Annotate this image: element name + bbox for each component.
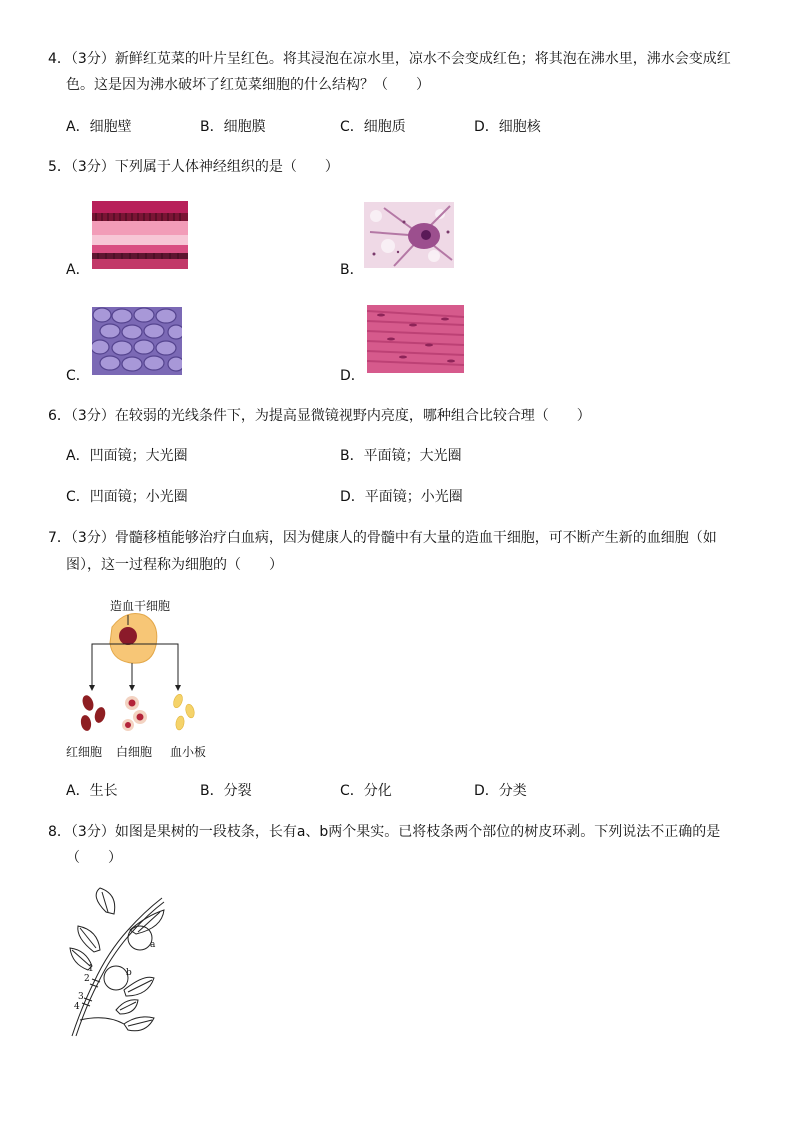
q7-stem-line2: 图），这一过程称为细胞的（ ） (66, 557, 283, 573)
q8-figure-fruit-branch (66, 886, 176, 1042)
q7-option-d[interactable]: D．分类 (474, 783, 527, 799)
q7-stem-line1: 7．（3分）骨髓移植能够治疗白血病，因为健康人的骨髓中有大量的造血干细胞，可不断产生新的血细胞（如 (48, 530, 717, 546)
q8-figure-label-b: b (126, 968, 132, 978)
q8-stem-line1: 8．（3分）如图是果树的一段枝条，长有a、b两个果实。已将枝条两个部位的树皮环剥。下列说法不正确的是 (48, 824, 721, 840)
q4-option-c[interactable]: C．细胞质 (340, 119, 406, 135)
q6-option-c[interactable]: C．凹面镜；小光圈 (66, 489, 188, 505)
q8-figure-label-2: 2 (84, 974, 90, 984)
q7-figure-blood-cell-differentiation (60, 595, 220, 765)
q4-option-d[interactable]: D．细胞核 (474, 119, 541, 135)
q5-option-c-label[interactable]: C． (66, 368, 90, 384)
q7-figure-label-red-cells: 红细胞 (66, 745, 103, 759)
q8-figure-label-3: 3 (78, 992, 84, 1002)
q6-option-b[interactable]: B．平面镜；大光圈 (340, 448, 462, 464)
q5-stem: 5．（3分）下列属于人体神经组织的是（ ） (48, 159, 339, 175)
q5-option-a-image-muscle-tissue[interactable] (92, 201, 188, 269)
q5-option-a-label[interactable]: A． (66, 262, 90, 278)
q8-stem-line2: （ ） (66, 850, 122, 866)
q7-figure-label-platelets: 血小板 (170, 745, 207, 759)
q8-figure-label-4: 4 (74, 1002, 80, 1012)
q5-option-d-image-smooth-muscle[interactable] (367, 305, 464, 373)
q7-option-a[interactable]: A．生长 (66, 783, 118, 799)
q8-figure-label-1: 1 (88, 964, 94, 974)
q5-option-d-label[interactable]: D． (340, 368, 365, 384)
q7-figure-stem-cell-label: 造血干细胞 (109, 599, 170, 613)
q7-figure-label-white-cells: 白细胞 (116, 745, 153, 759)
q4-option-b[interactable]: B．细胞膜 (200, 119, 266, 135)
q8-figure-label-a: a (150, 940, 156, 950)
q4-stem-line2: 色。这是因为沸水破坏了红苋菜细胞的什么结构？（ ） (66, 77, 430, 93)
q5-option-b-label[interactable]: B． (340, 262, 364, 278)
q6-option-d[interactable]: D．平面镜；小光圈 (340, 489, 463, 505)
q4-stem-line1: 4．（3分）新鲜红苋菜的叶片呈红色。将其浸泡在凉水里，凉水不会变成红色；将其泡在沸水里，沸水会变成红 (48, 51, 731, 67)
q7-option-b[interactable]: B．分裂 (200, 783, 252, 799)
q5-option-c-image-epithelial-tissue[interactable] (92, 307, 182, 375)
q4-option-a[interactable]: A．细胞壁 (66, 119, 132, 135)
q7-option-c[interactable]: C．分化 (340, 783, 392, 799)
q6-option-a[interactable]: A．凹面镜；大光圈 (66, 448, 188, 464)
q6-stem: 6．（3分）在较弱的光线条件下，为提高显微镜视野内亮度，哪种组合比较合理（ ） (48, 408, 591, 424)
q5-option-b-image-nerve-tissue[interactable] (364, 202, 454, 268)
